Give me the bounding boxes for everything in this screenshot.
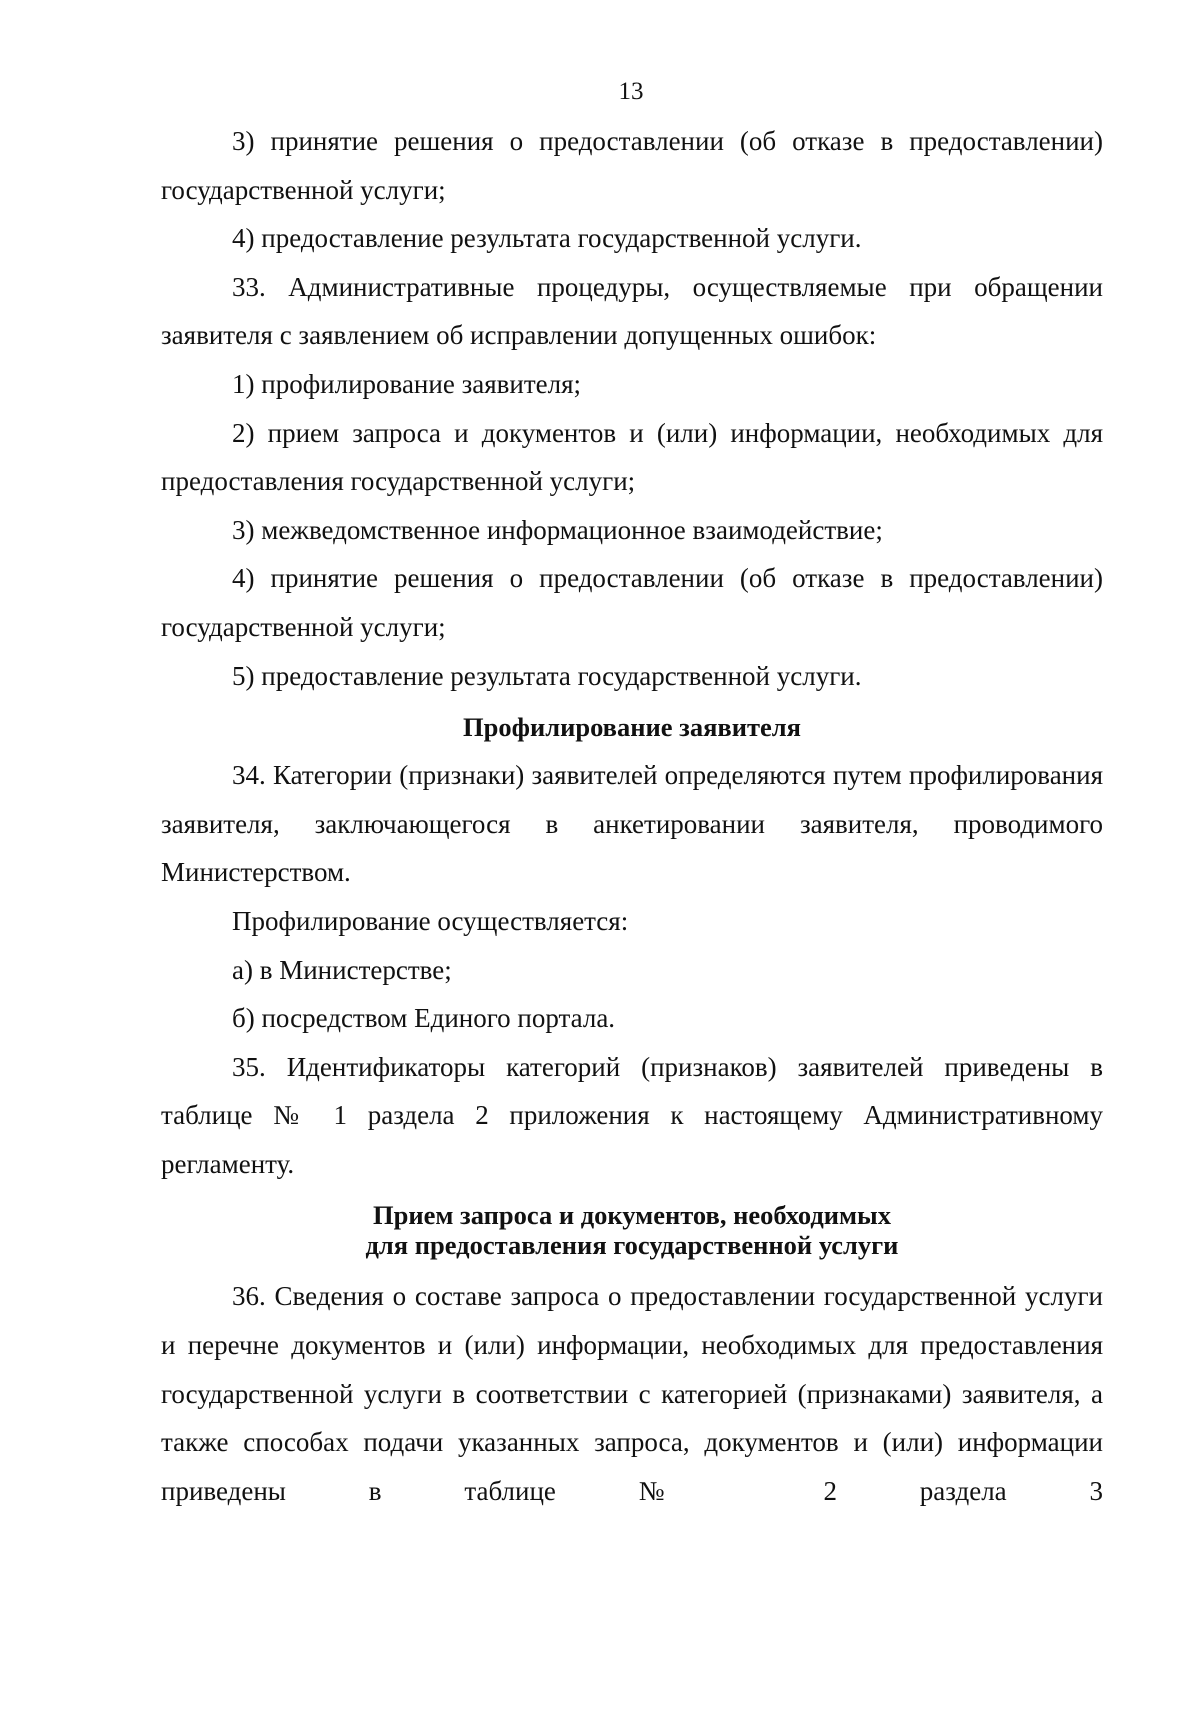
list-item-2-request: 2) прием запроса и документов и (или) информации, необходимых для предоставления государственной услуги;	[161, 417, 1103, 497]
list-item-3-interaction: 3) межведомственное информационное взаимодействие;	[232, 514, 883, 545]
paragraph-35: 35. Идентификаторы категорий (признаков) заявителей приведены в таблице № 1 раздела 2 приложения к настоящему Административному регламенту.	[161, 1051, 1103, 1179]
list-item-3-decision: 3) принятие решения о предоставлении (об отказе в предоставлении) государственной услуги;	[161, 126, 1103, 205]
list-item-4-decision: 4) принятие решения о предоставлении (об отказе в предоставлении) государственной услуги;	[161, 563, 1103, 642]
list-item-b-portal: б) посредством Единого портала.	[232, 1003, 616, 1034]
list-item-a-ministry: а) в Министерстве;	[232, 954, 452, 985]
paragraph-profiling-methods: Профилирование осуществляется:	[232, 905, 629, 936]
heading-line: Профилирование заявителя	[463, 712, 801, 743]
heading-line: Прием запроса и документов, необходимых	[373, 1200, 891, 1231]
heading-line: для предоставления государственной услуги	[365, 1230, 899, 1261]
paragraph-34: 34. Категории (признаки) заявителей определяются путем профилирования заявителя, заключающегося в анкетировании заявителя, проводимого Министерством.	[161, 760, 1103, 888]
paragraph-36: 36. Сведения о составе запроса о предоставлении государственной услуги и перечне документов и (или) информации, необходимых для предоставления государственной услуги в соответствии с категорией (признаками) заявителя, а также способах подачи указанных запроса, документов и (или) информации приведены в таблице № 2 раздела 3	[161, 1281, 1103, 1506]
list-item-1-profiling: 1) профилирование заявителя;	[232, 368, 582, 399]
section-heading-profiling	[161, 712, 1103, 742]
section-heading-request-intake	[161, 1200, 1103, 1260]
page-number: 13	[618, 78, 644, 105]
list-item-5-result: 5) предоставление результата государственной услуги.	[232, 660, 862, 691]
paragraph-33: 33. Административные процедуры, осуществляемые при обращении заявителя с заявлением об исправлении допущенных ошибок:	[161, 271, 1103, 351]
document-body	[161, 117, 1103, 1515]
list-item-4-result: 4) предоставление результата государственной услуги.	[232, 223, 862, 254]
